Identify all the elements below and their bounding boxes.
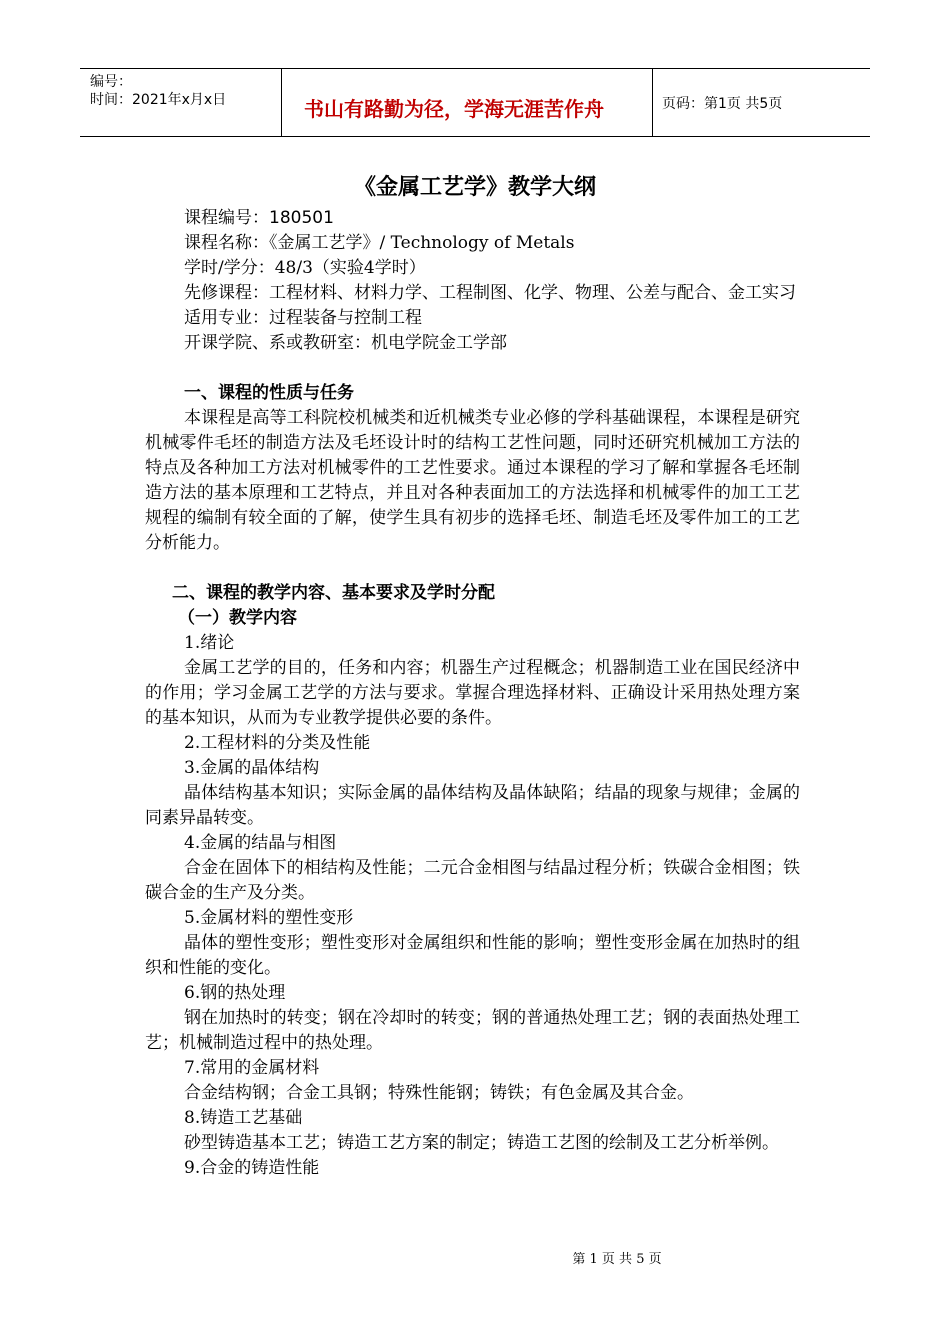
item-title: 6.钢的热处理 [184, 983, 286, 1003]
item-title: 3.金属的晶体结构 [184, 758, 320, 778]
section2-subheading: （一）教学内容 [178, 608, 297, 628]
header-page-info: 页码：第1页 共5页 [662, 96, 783, 112]
page-footer: 第 1 页 共 5 页 [572, 1252, 662, 1267]
item-text: 金属工艺学的目的，任务和内容；机器生产过程概念；机器制造工业在国民经济中的作用；学习金属工艺学的方法与要求。掌握合理选择材料、正确设计采用热处理方案的基本知识，从而为专业教学提供必要的条件。 [145, 658, 800, 728]
item-title: 9.合金的铸造性能 [184, 1158, 320, 1178]
header-motto: 书山有路勤为径，学海无涯苦作舟 [304, 97, 604, 121]
item-text: 钢在加热时的转变；钢在冷却时的转变；钢的普通热处理工艺；钢的表面热处理工艺；机械制造过程中的热处理。 [145, 1008, 800, 1053]
item-title: 4.金属的结晶与相图 [184, 833, 337, 853]
document-time-label: 时间：2021年x月x日 [90, 92, 227, 108]
page-header [80, 68, 870, 137]
header-left-cell [80, 69, 280, 136]
course-hours: 学时/学分：48/3（实验4学时） [184, 258, 426, 278]
section2-heading: 二、课程的教学内容、基本要求及学时分配 [172, 583, 495, 603]
item-title: 1.绪论 [184, 633, 235, 653]
header-motto-cell [281, 69, 653, 136]
item-title: 2.工程材料的分类及性能 [184, 733, 371, 753]
course-major: 适用专业：过程装备与控制工程 [184, 308, 422, 328]
item-title: 5.金属材料的塑性变形 [184, 908, 354, 928]
course-department: 开课学院、系或教研室：机电学院金工学部 [184, 333, 507, 353]
document-body [145, 206, 800, 1181]
document-number-label: 编号： [90, 74, 132, 90]
item-title: 8.铸造工艺基础 [184, 1108, 303, 1128]
item-text: 晶体结构基本知识；实际金属的晶体结构及晶体缺陷；结晶的现象与规律；金属的同素异晶转变。 [145, 783, 800, 828]
section1-text: 本课程是高等工科院校机械类和近机械类专业必修的学科基础课程，本课程是研究机械零件毛坯的制造方法及毛坯设计时的结构工艺性问题，同时还研究机械加工方法的特点及各种加工方法对机械零件的工艺性要求。通过本课程的学习了解和掌握各毛坯制造方法的基本原理和工艺特点，并且对各种表面加工的方法选择和机械零件的加工工艺规程的编制有较全面的了解，使学生具有初步的选择毛坯、制造毛坯及零件加工的工艺分析能力。 [145, 408, 800, 553]
item-title: 7.常用的金属材料 [184, 1058, 320, 1078]
course-code: 课程编号：180501 [184, 208, 334, 228]
section1-heading: 一、课程的性质与任务 [184, 383, 354, 403]
item-text: 晶体的塑性变形；塑性变形对金属组织和性能的影响；塑性变形金属在加热时的组织和性能的变化。 [145, 933, 800, 978]
item-text: 砂型铸造基本工艺；铸造工艺方案的制定；铸造工艺图的绘制及工艺分析举例。 [184, 1133, 779, 1153]
course-name: 课程名称：《金属工艺学》/ Technology of Metals [184, 233, 575, 253]
document-title: 《金属工艺学》教学大纲 [353, 175, 596, 200]
item-text: 合金结构钢；合金工具钢；特殊性能钢；铸铁；有色金属及其合金。 [184, 1083, 694, 1103]
item-text: 合金在固体下的相结构及性能；二元合金相图与结晶过程分析；铁碳合金相图；铁碳合金的生产及分类。 [145, 858, 800, 903]
course-prerequisites: 先修课程：工程材料、材料力学、工程制图、化学、物理、公差与配合、金工实习 [184, 283, 796, 303]
